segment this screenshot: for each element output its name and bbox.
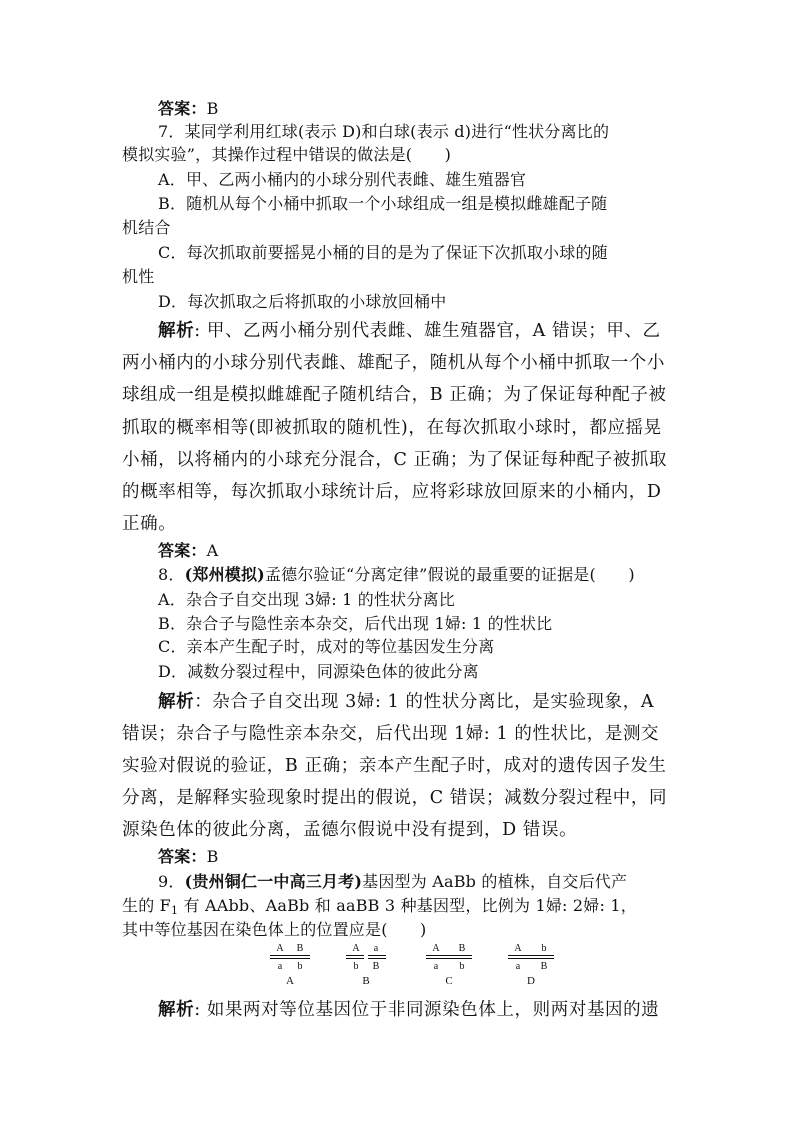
diagram-b-top-gene-1: A bbox=[352, 943, 360, 954]
diagram-b-bottom-gene-1: b bbox=[353, 961, 359, 972]
q6-answer: 答案：B bbox=[158, 99, 219, 118]
diagram-d-top-gene-2: b bbox=[541, 943, 547, 954]
q8-explanation-line-4: 分离，是解释实验现象时提出的假说，C 错误；减数分裂过程中，同 bbox=[122, 788, 668, 808]
q7-option-d: D．每次抓取之后将抓取的小球放回桶中 bbox=[158, 292, 447, 311]
q7-stem-line-1: 7．某同学利用红球(表示 D)和白球(表示 d)进行“性状分离比的 bbox=[158, 122, 610, 141]
q8-explanation-line-2: 错误；杂合子与隐性亲本杂交，后代出现 1婦: 1 的性状比，是测交 bbox=[122, 724, 660, 744]
q7-explanation-line-2: 两小桶内的小球分别代表雌、雄配子，随机从每个小桶中抓取一个小 bbox=[122, 353, 665, 373]
diagram-a-label: A bbox=[286, 975, 294, 987]
q8-option-b: B．杂合子与隐性亲本杂交，后代出现 1婦: 1 的性状比 bbox=[158, 614, 553, 633]
diagram-d-bottom-gene-1: a bbox=[515, 961, 521, 972]
q8-explanation-line-5: 源染色体的彼此分离，孟德尔假说中没有提到，D 错误。 bbox=[122, 820, 578, 840]
q9-stem-line-2: 生的 $F_1$ 有 AAbb、AaBb 和 aaBB 3 种基因型，比例为 1婦: 2婦: 1， bbox=[122, 896, 637, 917]
diagram-d bbox=[508, 943, 554, 991]
q9-stem-line-3: 其中等位基因在染色体上的位置应是( ) bbox=[122, 920, 427, 939]
q8-stem: 8．(郑州模拟)孟德尔验证“分离定律”假说的最重要的证据是( ) bbox=[158, 565, 635, 584]
q7-explanation-line-6: 的概率相等，每次抓取小球统计后，应将彩球放回原来的小桶内，D bbox=[122, 482, 662, 502]
diagram-b-bottom-gene-2: B bbox=[372, 961, 380, 972]
diagram-b-top-gene-2: a bbox=[373, 943, 379, 954]
chromosome-line bbox=[346, 955, 364, 956]
diagram-d-top-gene-1: A bbox=[514, 943, 522, 954]
q7-option-c-line-2: 机性 bbox=[122, 267, 155, 286]
diagram-c-top-gene-2: B bbox=[458, 943, 466, 954]
chromosome-line bbox=[508, 955, 554, 956]
diagram-d-bottom-gene-2: B bbox=[540, 961, 548, 972]
q9-explanation-line-1: 解析: 如果两对等位基因位于非同源染色体上，则两对基因的遗 bbox=[158, 1000, 660, 1020]
q8-option-c: C．亲本产生配子时，成对的等位基因发生分离 bbox=[158, 637, 495, 656]
chromosome-line bbox=[270, 955, 310, 956]
diagram-a-bottom-gene-2: b bbox=[297, 961, 303, 972]
q7-option-b-line-2: 机结合 bbox=[122, 218, 171, 237]
q8-option-a: A．杂合子自交出现 3婦: 1 的性状分离比 bbox=[158, 590, 455, 609]
diagram-c-label: C bbox=[445, 975, 453, 987]
q7-stem-line-2: 模拟实验”，其操作过程中错误的做法是( ) bbox=[122, 145, 452, 164]
diagram-b bbox=[346, 943, 386, 991]
chromosome-line bbox=[346, 958, 364, 959]
q7-explanation-line-4: 抓取的概率相等(即被抓取的随机性)，在每次抓取小球时，都应摇晃 bbox=[122, 418, 662, 438]
chromosome-line bbox=[426, 955, 472, 956]
q8-answer: 答案：B bbox=[158, 847, 219, 866]
q9-stem-line-1: 9．(贵州铜仁一中高三月考)基因型为 AaBb 的植株，自交后代产 bbox=[158, 872, 628, 891]
diagram-c-top-gene-1: A bbox=[432, 943, 440, 954]
diagram-d-label: D bbox=[527, 975, 535, 987]
gene-position-diagrams bbox=[262, 943, 562, 991]
diagram-b-label: B bbox=[362, 975, 370, 987]
diagram-c bbox=[426, 943, 472, 991]
diagram-c-bottom-gene-2: b bbox=[459, 961, 465, 972]
q7-explanation-line-7: 正确。 bbox=[122, 514, 177, 534]
q7-option-b-line-1: B．随机从每个小桶中抓取一个小球组成一组是模拟雌雄配子随 bbox=[158, 194, 608, 213]
q8-option-d: D．减数分裂过程中，同源染色体的彼此分离 bbox=[158, 662, 479, 681]
q7-option-c-line-1: C．每次抓取前要摇晃小桶的目的是为了保证下次抓取小球的随 bbox=[158, 243, 608, 262]
q7-answer: 答案：A bbox=[158, 541, 219, 560]
q7-option-a: A．甲、乙两小桶内的小球分别代表雌、雄生殖器官 bbox=[158, 170, 527, 189]
diagram-a bbox=[270, 943, 310, 991]
q7-explanation-line-3: 球组成一组是模拟雌雄配子随机结合，B 正确；为了保证每种配子被 bbox=[122, 385, 667, 405]
diagram-a-bottom-gene-1: a bbox=[277, 961, 283, 972]
diagram-a-top-gene-2: B bbox=[296, 943, 304, 954]
q8-explanation-line-1: 解析：杂合子自交出现 3婦: 1 的性状分离比，是实验现象，A bbox=[158, 692, 655, 712]
q8-explanation-line-3: 实验对假说的验证，B 正确；亲本产生配子时，成对的遗传因子发生 bbox=[122, 756, 667, 776]
q7-explanation-line-1: 解析: 甲、乙两小桶分别代表雌、雄生殖器官，A 错误；甲、乙 bbox=[158, 321, 661, 341]
chromosome-line bbox=[426, 958, 472, 959]
chromosome-line bbox=[270, 958, 310, 959]
chromosome-line bbox=[368, 958, 386, 959]
chromosome-line bbox=[508, 958, 554, 959]
diagram-a-top-gene-1: A bbox=[276, 943, 284, 954]
chromosome-line bbox=[368, 955, 386, 956]
q7-explanation-line-5: 小桶，以将桶内的小球充分混合，C 正确；为了保证每种配子被抓取 bbox=[122, 450, 668, 470]
diagram-c-bottom-gene-1: a bbox=[433, 961, 439, 972]
